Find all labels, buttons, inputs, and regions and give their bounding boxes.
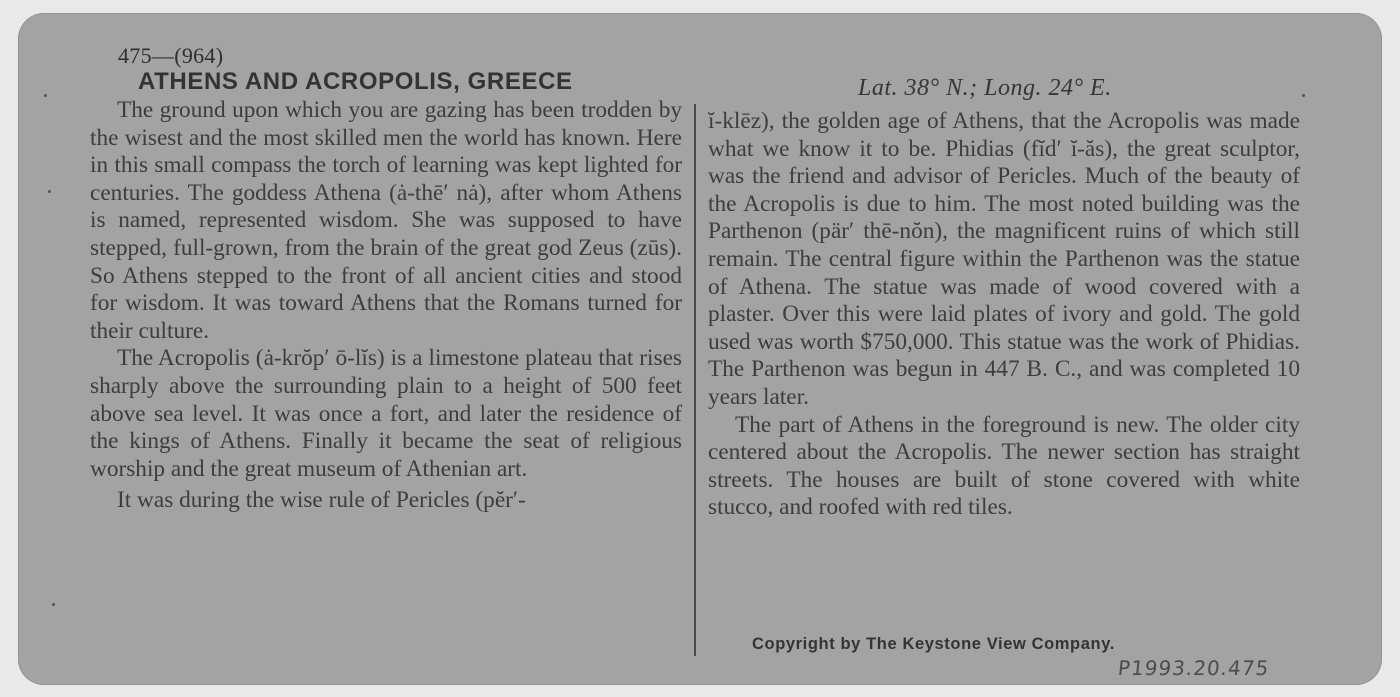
accession-number-handwritten: P1993.20.475 [1116,656,1271,680]
card-speck [1302,94,1305,97]
paragraph-pericles-start: It was during the wise rule of Pericles (pĕr′- [117,487,526,514]
catalog-number: 475—(964) [118,43,224,68]
paragraph-acropolis-plateau: The Acropolis (ȧ-krŏp′ ō-lĭs) is a limestone plateau that rises sharply above the surrounding plain to a height of 500 feet above sea level. It was once a fort, and later the residence of the kings of Athens. Finally it became the seat of religious worship and the great museum of Athenian art. [90,345,682,482]
copyright-line: Copyright by The Keystone View Company. [752,635,1115,653]
left-text-column [90,97,682,515]
card-speck [48,190,51,193]
card-speck [44,94,47,97]
card-speck [52,603,55,606]
column-divider [694,104,696,656]
paragraph-athens-wisdom: The ground upon which you are gazing has been trodden by the wisest and the most skilled men the world has known. Here in this small compass the torch of learning was kept lighted for centuries. The goddess Athena (ȧ-thē′ nȧ), after whom Athens is named, represented wisdom. She was supposed to have stepped, full-grown, from the brain of the great god Zeus (zūs). So Athens stepped to the front of all ancient cities and stood for wisdom. It was toward Athens that the Romans turned for their culture. [90,97,682,344]
paragraph-foreground: The part of Athens in the foreground is new. The older city centered about the Acropolis. The newer section has straight streets. The houses are built of stone covered with white stucco, and roofed with red tiles. [708,411,1300,521]
card-title: ATHENS AND ACROPOLIS, GREECE [138,68,573,95]
right-text-column [708,108,1300,522]
latitude-longitude: Lat. 38° N.; Long. 24° E. [858,75,1112,101]
paragraph-pericles-continued: ĭ-klēz), the golden age of Athens, that the Acropolis was made what we know it to be. Phidias (fĭd′ ĭ-ăs), the great sculptor, was the friend and advisor of Pericles. Much of the beauty of the Acropolis is due to him. The most noted building was the Parthenon (pär′ thē-nŏn), the magnificent ruins of which still remain. The central figure within the Parthenon was the statue of Athena. The statue was made of wood covered with a plaster. Over this were laid plates of ivory and gold. The gold used was worth $750,000. This statue was the work of Phidias. The Parthenon was begun in 447 B. C., and was completed 10 years later. [708,108,1300,410]
